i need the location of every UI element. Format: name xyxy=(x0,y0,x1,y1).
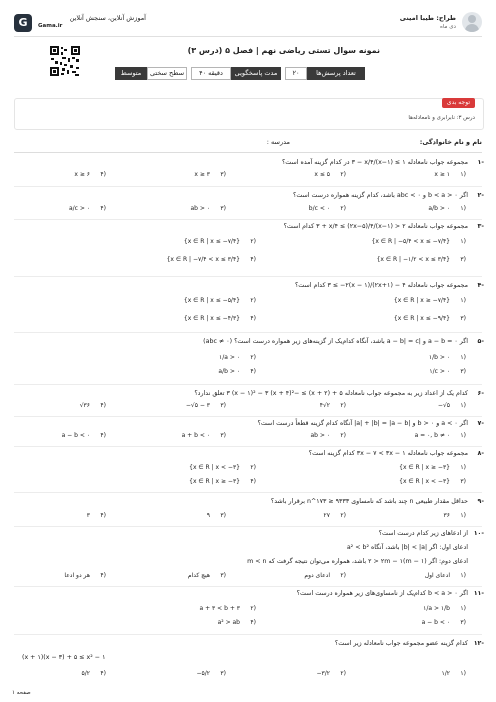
notice-text: درس ۳: نابرابری و نامعادله‌ها xyxy=(408,115,475,121)
option-2[interactable]: {x ∈ R | x < −۳} xyxy=(189,464,240,471)
option-number: ۴) xyxy=(100,572,106,579)
option-4[interactable]: a² > ab xyxy=(217,619,240,626)
question-divider xyxy=(14,276,482,277)
option-number: ۱) xyxy=(460,354,466,361)
question-divider xyxy=(14,526,482,527)
inequality-expression: (x + ۱)(x − ۳) + ۵ ≤ x² − ۱ xyxy=(22,654,106,661)
question-divider xyxy=(14,586,482,587)
option-2[interactable]: a + ۳ < b + ۳ xyxy=(199,605,240,612)
option-2[interactable]: {x ∈ R | x ≤ −۵/۴} xyxy=(183,297,240,304)
option-number: ۱) xyxy=(460,605,466,612)
option-number: ۱) xyxy=(460,171,466,178)
question-number: -۵ xyxy=(477,338,484,345)
page-number: صفحه ۱ xyxy=(12,690,31,696)
count-value: ۲۰ xyxy=(285,67,307,80)
option-2[interactable]: ۴√۲ xyxy=(319,402,330,409)
option-3[interactable]: a + b < ۰ xyxy=(181,432,210,439)
question-divider xyxy=(14,416,482,417)
option-number: ۴) xyxy=(250,619,256,626)
options-grid xyxy=(0,352,496,378)
question-text: اگر ۰ < b < a کدام‌یک از نامساوی‌های زیر همواره درست است؟ xyxy=(296,590,468,597)
option-number: ۲) xyxy=(340,512,346,519)
option-number: ۳) xyxy=(460,315,466,322)
option-4[interactable]: a − b < ۰ xyxy=(61,432,90,439)
time-value: ۴۰ دقیقه xyxy=(191,67,231,80)
option-number: ۱) xyxy=(460,572,466,579)
option-4[interactable]: a/b > ۰ xyxy=(218,368,240,375)
option-4[interactable]: {x ∈ R | x ≤ −۴/۳} xyxy=(183,315,240,322)
question-number: -۸ xyxy=(477,450,484,457)
option-number: ۱) xyxy=(460,297,466,304)
question-text: کدام گزینه عضو مجموعه جواب نامعادله زیر است؟ xyxy=(334,640,468,647)
option-number: ۴) xyxy=(250,256,256,263)
question-text: اگر ۰ < b < a و ۰ > abc باشد، کدام گزینه همواره درست است؟ xyxy=(293,192,468,199)
options-row xyxy=(0,205,496,215)
question-number: -۱۱ xyxy=(473,590,484,597)
option-1[interactable]: ۳۶ xyxy=(443,512,450,519)
option-number: ۳) xyxy=(220,402,226,409)
option-number: ۲) xyxy=(250,354,256,361)
option-4[interactable]: {x ∈ R | −۷/۴ < x ≤ ۳/۴} xyxy=(166,256,240,263)
options-grid xyxy=(0,462,496,488)
count-label: تعداد پرسش‌ها xyxy=(307,67,365,80)
option-number: ۴) xyxy=(100,512,106,519)
option-number: ۲) xyxy=(250,297,256,304)
logo-letter: G xyxy=(18,16,28,29)
exam-title: نمونه سوال تستی ریاضی نهم | فصل ۵ (درس ۳) xyxy=(187,46,380,55)
question-text: از ادعاهای زیر کدام درست است؟ xyxy=(378,530,468,537)
option-4[interactable]: x ≥ ۶ xyxy=(74,171,90,178)
option-3[interactable]: −√۵ − ۳ xyxy=(185,402,210,409)
option-4[interactable]: ۵/۲ xyxy=(81,670,90,677)
options-row xyxy=(0,402,496,412)
option-1[interactable]: a/b > ۰ xyxy=(428,205,450,212)
question-text: مجموعه جواب نامعادله ۲ < (x−۱)/۳ + x/۴ ≤ (۲x−۵)/۴ کدام است؟ xyxy=(283,223,468,230)
question-divider xyxy=(14,186,482,187)
option-1[interactable]: −√۵ xyxy=(437,402,450,409)
question-divider xyxy=(14,634,482,635)
option-1[interactable]: ۱/b > ۰ xyxy=(428,354,450,361)
option-1[interactable]: {x ∈ R | −۵/۴ < x ≤ −۷/۴} xyxy=(371,238,450,245)
option-number: ۲) xyxy=(340,205,346,212)
question-number: -۱۰ xyxy=(473,530,484,537)
notice-badge: توجه بدی xyxy=(442,98,475,108)
option-3[interactable]: {x ∈ R | x < −۳} xyxy=(399,478,450,485)
option-number: ۲) xyxy=(340,171,346,178)
option-2[interactable]: ۲۷ xyxy=(323,512,330,519)
option-4[interactable]: ۳ xyxy=(86,512,90,519)
option-3[interactable]: هیچ کدام xyxy=(187,572,210,579)
option-number: ۳) xyxy=(220,432,226,439)
option-number: ۲) xyxy=(250,605,256,612)
option-3[interactable]: ۱/c > ۰ xyxy=(429,368,450,375)
option-number: ۱) xyxy=(460,464,466,471)
option-number: ۱) xyxy=(460,432,466,439)
options-grid xyxy=(0,295,496,325)
student-name-label: نام و نام خانوادگی: xyxy=(419,138,482,146)
option-number: ۲) xyxy=(250,464,256,471)
school-label: مدرسه : xyxy=(266,138,290,146)
option-number: ۴) xyxy=(100,402,106,409)
option-number: ۳) xyxy=(220,205,226,212)
question-divider xyxy=(14,446,482,447)
question-text: حداقل مقدار طبیعی n چند باشد که نامساوی n^۱۷۳ ≥ ۹۳۳۳ برقرار باشد؟ xyxy=(270,498,468,505)
level-label: سطح سختی xyxy=(147,67,187,80)
option-number: ۲) xyxy=(340,670,346,677)
option-3[interactable]: ab > ۰ xyxy=(190,205,210,212)
option-3[interactable]: ۹ xyxy=(206,512,210,519)
option-number: ۱) xyxy=(460,205,466,212)
options-row xyxy=(0,572,496,582)
question-number: -۱۲ xyxy=(473,640,484,647)
option-number: ۳) xyxy=(460,619,466,626)
option-number: ۳) xyxy=(220,512,226,519)
option-number: ۳) xyxy=(220,670,226,677)
option-3[interactable]: x ≥ ۳ xyxy=(194,171,210,178)
options-row xyxy=(0,432,496,442)
question-divider xyxy=(14,492,482,493)
question-text: مجموعه جواب نامعادله ۳x − ۷ < ۳x − ۱ کدام گزینه است؟ xyxy=(308,450,468,457)
question-number: -۲ xyxy=(477,192,484,199)
brand-line-2: Gama.ir xyxy=(38,23,63,29)
option-number: ۴) xyxy=(250,478,256,485)
option-number: ۳) xyxy=(460,368,466,375)
option-2[interactable]: ab > ۰ xyxy=(310,432,330,439)
option-3[interactable]: a − b < ۰ xyxy=(421,619,450,626)
option-1[interactable]: x ≥ ۱ xyxy=(434,171,450,178)
question-number: -۹ xyxy=(477,498,484,505)
option-number: ۴) xyxy=(100,171,106,178)
question-number: -۱ xyxy=(477,159,484,166)
level-value: متوسط xyxy=(115,67,147,80)
option-3[interactable]: {x ∈ R | −۱/۲ < x ≤ ۳/۴} xyxy=(376,256,450,263)
question-divider xyxy=(14,384,482,385)
option-number: ۴) xyxy=(250,315,256,322)
option-2[interactable]: b/c < ۰ xyxy=(308,205,330,212)
question-text: مجموعه جواب نامعادله ۴ − (۲x+۱)/۳ ≤ −۲(x − ۱) کدام است؟ xyxy=(294,282,468,289)
option-number: ۴) xyxy=(100,205,106,212)
author-month: دی ماه xyxy=(439,24,456,30)
option-number: ۳) xyxy=(460,256,466,263)
claim-1: ادعای اول: اگر |b| < |a| باشد، آنگاه a² < b² xyxy=(346,544,468,551)
question-number: -۳ xyxy=(477,223,484,230)
option-number: ۱) xyxy=(460,402,466,409)
options-grid xyxy=(0,603,496,629)
option-1[interactable]: {x ∈ R | x ≥ −۷/۴} xyxy=(393,297,450,304)
option-2[interactable]: ادعای دوم xyxy=(304,572,330,579)
option-1[interactable]: ۱/۲ xyxy=(441,670,450,677)
option-number: ۱) xyxy=(460,670,466,677)
option-3[interactable]: {x ∈ R | x ≤ −۹/۴} xyxy=(393,315,450,322)
option-1[interactable]: ادعای اول xyxy=(424,572,450,579)
question-number: -۴ xyxy=(477,282,484,289)
option-number: ۲) xyxy=(340,432,346,439)
option-number: ۳) xyxy=(220,572,226,579)
option-number: ۲) xyxy=(250,238,256,245)
options-row xyxy=(0,670,496,680)
question-number: -۶ xyxy=(477,390,484,397)
options-row xyxy=(0,512,496,522)
option-number: ۱) xyxy=(460,238,466,245)
option-2[interactable]: ۱/a > ۰ xyxy=(219,354,240,361)
question-divider xyxy=(14,332,482,333)
options-grid xyxy=(0,236,496,266)
option-number: ۳) xyxy=(220,171,226,178)
question-number: -۷ xyxy=(477,420,484,427)
option-number: ۴) xyxy=(250,368,256,375)
option-number: ۴) xyxy=(100,670,106,677)
option-2[interactable]: −۳/۲ xyxy=(316,670,330,677)
option-number: ۴) xyxy=(100,432,106,439)
option-number: ۱) xyxy=(460,512,466,519)
option-4[interactable]: {x ∈ R | x ≥ −۳} xyxy=(189,478,240,485)
question-text: اگر a − b = ۰ و |a − b| = c باشد، آنگاه کدام‌یک از گزینه‌های زیر همواره درست است؟ (abc ≠ ۰) xyxy=(203,338,468,345)
option-2[interactable]: x ≤ ۵ xyxy=(314,171,330,178)
author-name: طراح: طیبا امینی xyxy=(399,14,456,22)
question-divider xyxy=(14,219,482,220)
option-4[interactable]: هر دو ادعا xyxy=(64,572,90,579)
option-number: ۲) xyxy=(340,402,346,409)
option-1[interactable]: {x ∈ R | x ≥ −۳} xyxy=(399,464,450,471)
time-label: مدت پاسخگویی xyxy=(231,67,281,80)
brand-line-1: آموزش آنلاین، سنجش آنلاین xyxy=(69,14,146,22)
option-1[interactable]: ۱/a > ۱/b xyxy=(423,605,450,612)
option-number: ۳) xyxy=(460,478,466,485)
options-row xyxy=(0,171,496,181)
question-text: کدام یک از اعداد زیر به مجموعه جواب نامعادله ۵ + (x + ۲) ≥ −۳ (x − ۱)² − ۳ (x + ۴)² تعلق ندارد؟ xyxy=(194,390,468,397)
option-3[interactable]: −۵/۲ xyxy=(196,670,210,677)
option-4[interactable]: √۳۶ xyxy=(79,402,90,409)
option-number: ۲) xyxy=(340,572,346,579)
question-text: اگر ۰ > a و ۰ < b و |a| + |b| = |a − b| آنگاه کدام گزینه قطعاً درست است؟ xyxy=(257,420,468,427)
option-1[interactable]: a = ۰, b ≠ ۰ xyxy=(414,432,450,439)
option-4[interactable]: a/c > ۰ xyxy=(68,205,90,212)
option-2[interactable]: {x ∈ R | x ≤ −۷/۴} xyxy=(183,238,240,245)
claim-2: ادعای دوم: اگر (m − ۱)۲ > ۲m − ۱ باشد، همواره می‌توان نتیجه گرفت که m < n xyxy=(247,558,468,565)
question-text: مجموعه جواب نامعادله ۱ ≥ (x−۱)/۳ − x/۴ در کدام گزینه آمده است؟ xyxy=(281,159,468,166)
